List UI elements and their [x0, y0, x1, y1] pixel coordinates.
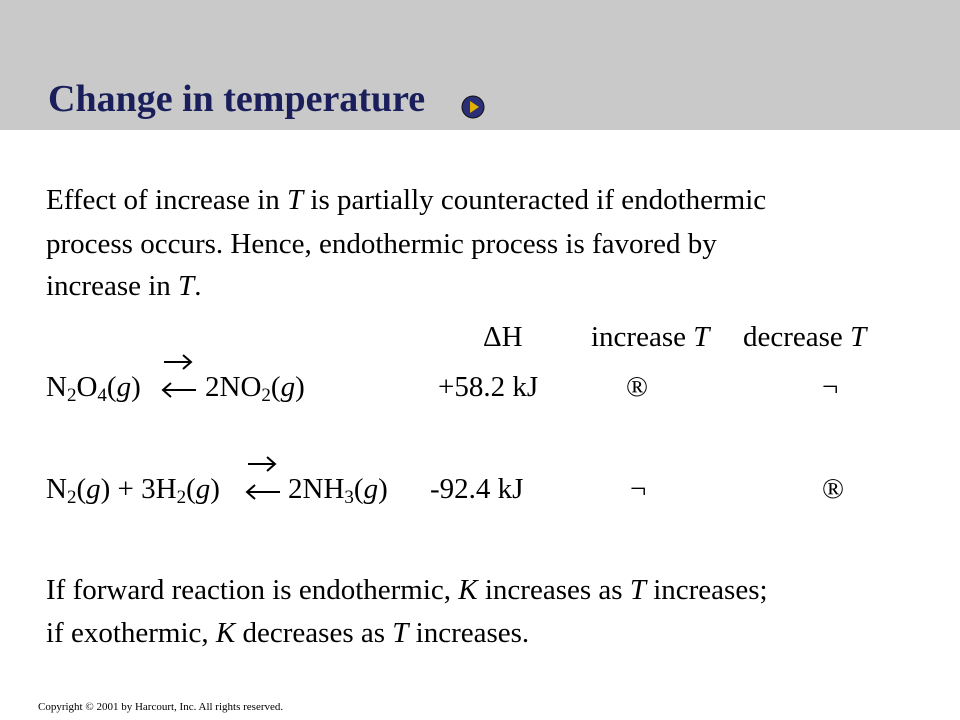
- reaction2-delta-h: -92.4 kJ: [430, 473, 524, 505]
- equilibrium-arrows-icon: [156, 350, 200, 410]
- reaction2-decrease-t-symbol: ®: [822, 473, 845, 505]
- reaction2-reactants: $N_2(g) + 3H_2(g)$: [46, 473, 220, 508]
- paragraph1-line2: process occurs. Hence, endothermic process is favored by: [46, 228, 717, 260]
- paragraph2-line2: if exothermic, K decreases as T increases.: [46, 617, 530, 649]
- reaction2-products: $2NH_3(g)$: [288, 473, 388, 508]
- decrease-t-header: decrease T: [743, 321, 867, 353]
- increase-t-header: increase T: [591, 321, 710, 353]
- reaction1-delta-h: +58.2 kJ: [438, 371, 539, 403]
- slide-title: Change in temperature: [48, 78, 426, 120]
- reaction2-increase-t-symbol: ¬: [630, 473, 647, 505]
- paragraph1-line3: increase in T.: [46, 270, 202, 302]
- paragraph2-line1: If forward reaction is endothermic, K increases as T increases;: [46, 574, 768, 606]
- copyright-notice: Copyright © 2001 by Harcourt, Inc. All rights reserved.: [38, 701, 284, 713]
- reaction1-decrease-t-symbol: ¬: [822, 371, 839, 403]
- reaction1-products: $2NO_2(g)$: [205, 371, 305, 406]
- paragraph1-line1: Effect of increase in T is partially counteracted if endothermic: [46, 184, 767, 216]
- delta-h-header: ΔH: [483, 321, 523, 353]
- equilibrium-arrows-icon: [240, 452, 284, 512]
- play-icon[interactable]: [461, 95, 485, 119]
- reaction1-increase-t-symbol: ®: [626, 371, 649, 403]
- reaction1-reactants: $N_2O_4(g)$: [46, 371, 141, 406]
